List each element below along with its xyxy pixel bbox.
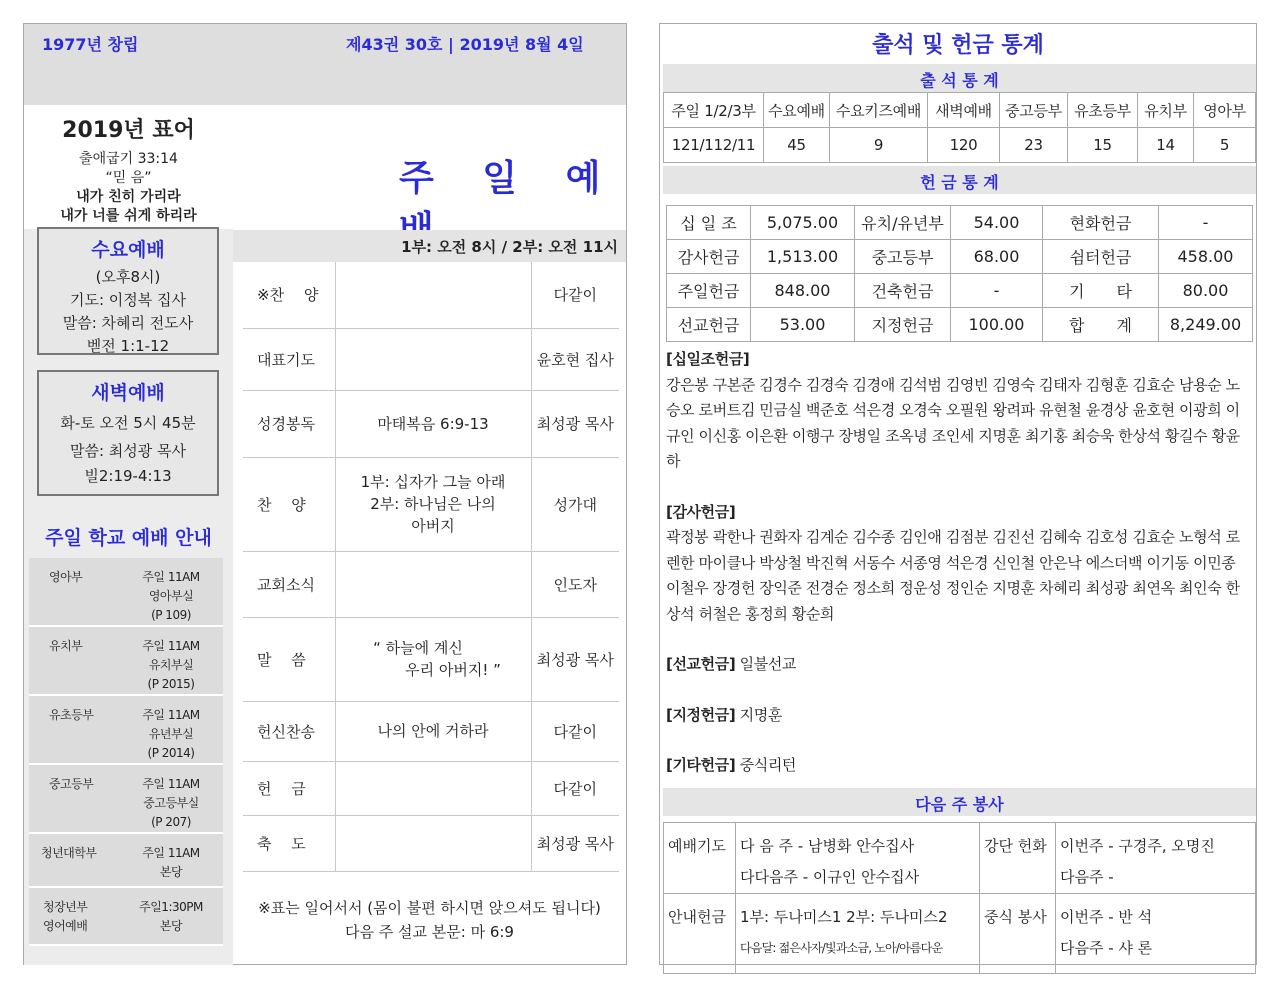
next-week-row: 예배기도 다 음 주 - 남병화 안수집사 다다음주 - 이규인 안수집사 강단 헌화 이번주 - 구경주, 오명진 다음주 - [664,823,1256,894]
school-dept: 유치부 [29,626,119,695]
motto-line: 내가 너를 쉬게 하리라 [60,208,197,224]
footnote [233,896,626,944]
school-row [29,626,223,695]
service-title: 주 일 예 [399,158,619,199]
motto-keyword: “믿 음” [105,170,152,186]
right-page [659,23,1257,965]
order-row: 말 씀 “ 하늘에 계신 우리 아버지! ” 최성광 목사 [243,617,619,701]
attendance-value-row: 121/112/11 45 9 120 23 15 14 5 [664,128,1256,163]
motto-verse: 출애굽기 33:14 [79,151,178,167]
designated-line: [지정헌금] 지명훈 [666,705,782,724]
wednesday-line: 말씀: 차혜리 전도사 [62,314,194,332]
other-line: [기타헌금] 중식리턴 [666,756,797,774]
motto-title: 2019년 표어 [62,118,195,143]
top-band [24,24,626,105]
school-info: 주일 11AM 본당 [119,833,223,887]
order-row: ※찬 양 다같이 [243,262,619,328]
school-info: 주일 11AM 유치부실 (P 2015) [119,626,223,695]
school-dept: 중고등부 [29,764,119,833]
offering-row: 십 일 조 5,075.00 유치/유년부 54.00 현화헌금 - [667,206,1253,240]
tithe-label: [십일조헌금] [666,350,750,368]
order-row: 성경봉독 마태복음 6:9-13 최성광 목사 [243,390,619,457]
wednesday-box [37,227,219,355]
dawn-line: 화-토 오전 5시 45분 [60,414,196,432]
order-row: 대표기도 윤호현 집사 [243,328,619,390]
attendance-table [663,92,1256,163]
order-row: 헌신찬송 나의 안에 거하라 다같이 [243,701,619,761]
dawn-title: 새벽예배 [91,382,165,404]
offering-header: 헌 금 통 계 [663,166,1256,194]
school-table [29,558,223,946]
offering-row: 주일헌금 848.00 건축헌금 - 기 타 80.00 [667,274,1253,308]
school-dept: 청장년부 영어예배 [29,887,119,945]
service-times: 1부: 오전 8시 / 2부: 오전 11시 [233,230,626,262]
dawn-line: 말씀: 최성광 목사 [69,442,187,460]
stats-title: 출석 및 헌금 통계 [872,33,1044,58]
school-dept: 유초등부 [29,695,119,764]
next-week-table [663,822,1256,974]
thanks-names: 곽정봉 곽한나 권화자 김계순 김수종 김인애 김점분 김진선 김혜숙 김호성 김효순 노형석 로렌한 마이클나 박상철 박진혁 서동수 서종영 석은경 신인철 안은낙 에스더백 이기동 이민종 이철우 장경헌 장익준 전경순 정소희 정운성 정인순 지명훈 차혜리 최성광 최연옥 최인숙 한상석 허철은 홍정희 황순희 [666,528,1240,623]
attendance-header-row: 주일 1/2/3부 수요예배 수요키즈예배 새벽예배 중고등부 유초등부 유치부 영아부 [664,93,1256,128]
school-info: 주일 11AM 유년부실 (P 2014) [119,695,223,764]
wednesday-title: 수요예배 [91,239,165,261]
wednesday-line: 벧전 1:1-12 [86,337,170,355]
founded-text: 1977년 창립 [42,35,139,54]
school-dept: 청년대학부 [29,833,119,887]
offering-row: 선교헌금 53.00 지정헌금 100.00 합 계 8,249.00 [667,308,1253,342]
next-week-row: 안내헌금 1부: 두나미스1 2부: 두나미스2 다음달: 젊은사자/빛과소금, 노아/아름다운 중식 봉사 이번주 - 반 석 다음주 - 샤 론 [664,894,1256,974]
school-info: 주일 11AM 영아부실 (P 109) [119,558,223,626]
order-row: 축 도 최성광 목사 [243,815,619,871]
dawn-line: 빌2:19-4:13 [84,467,172,485]
wednesday-line: 기도: 이정복 집사 [69,291,187,309]
left-page [23,23,627,965]
next-week-header: 다음 주 봉사 [663,788,1256,816]
motto-box [24,105,233,229]
wednesday-line: (오후8시) [95,268,161,286]
school-info: 주일 11AM 중고등부실 (P 207) [119,764,223,833]
footnote-line: ※표는 일어서서 (몸이 불편 하시면 앉으셔도 됩니다) [258,899,601,917]
issue-text: 제43권 30호 | 2019년 8월 4일 [346,35,584,54]
footnote-line: 다음 주 설교 본문: 마 6:9 [345,923,514,941]
school-info: 주일1:30PM 본당 [119,887,223,945]
school-row [29,764,223,833]
order-row: 헌 금 다같이 [243,761,619,815]
dawn-box [37,370,219,496]
school-title: 주일 학교 예배 안내 [45,527,212,549]
school-row [29,833,223,887]
order-table [243,262,619,872]
offering-row: 감사헌금 1,513.00 중고등부 68.00 쉼터헌금 458.00 [667,240,1253,274]
sidebar [24,105,233,965]
mission-line: [선교헌금] 일불선교 [666,655,797,673]
school-dept: 영아부 [29,558,119,626]
school-row [29,558,223,626]
school-row [29,695,223,764]
order-row: 찬 양 1부: 십자가 그늘 아래 2부: 하나님은 나의 아버지 성가대 [243,457,619,551]
donor-list [666,347,1250,804]
order-row: 교회소식 인도자 [243,551,619,617]
attendance-header: 출 석 통 계 [663,64,1256,92]
thanks-label: [감사헌금] [666,502,736,521]
offering-table [666,205,1253,342]
motto-line: 내가 친히 가리라 [76,189,181,205]
tithe-names: 강은봉 구본준 김경수 김경숙 김경애 김석범 김영빈 김영숙 김태자 김형훈 김효순 남용순 노승오 로버트김 민금실 백준호 석은경 오경숙 오필원 왕려파 유현철 윤경상 윤호현 이광희 이규인 이신홍 이은환 이행구 장병일 조옥녕 조인세 지명훈 최기홍 최승욱 한상석 황길수 황윤하 [666,375,1240,470]
school-row [29,887,223,945]
